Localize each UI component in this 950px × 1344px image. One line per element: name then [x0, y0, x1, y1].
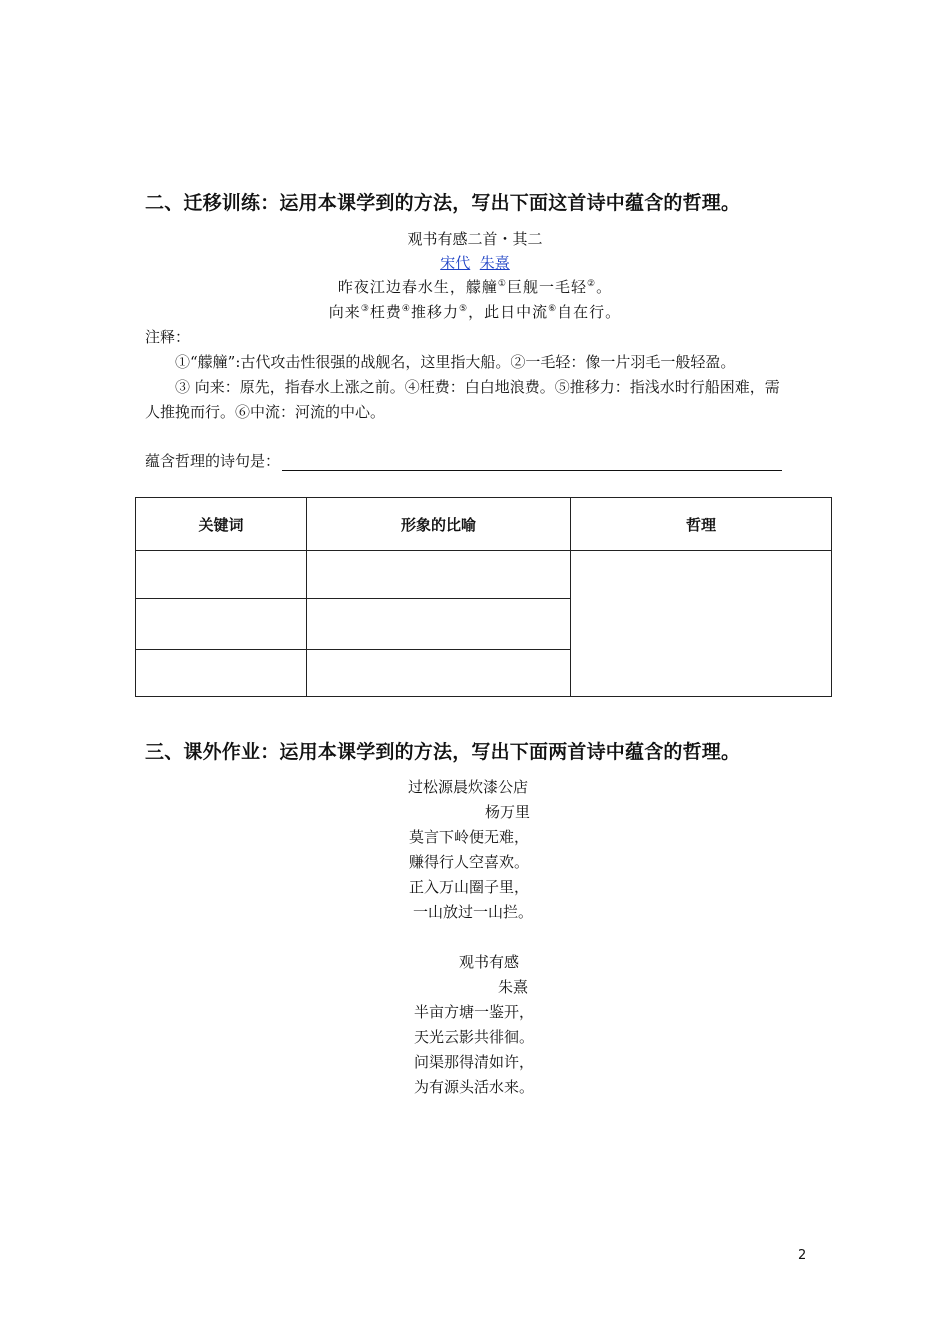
poem-title: 观书有感二首・其二 — [407, 230, 543, 248]
notes-label: 注释： — [145, 328, 191, 346]
metaphor-cell-1[interactable] — [307, 551, 571, 599]
metaphor-cell-2[interactable] — [307, 599, 571, 650]
poem-meta — [0, 252, 950, 273]
keyword-cell-1[interactable] — [136, 551, 307, 599]
answer-prompt — [145, 450, 782, 471]
poem2-line-1: 半亩方塘一鉴开， — [414, 1003, 535, 1021]
poem2-author: 朱熹 — [498, 978, 529, 996]
note-line-3: 人推挽而行。⑥中流：河流的中心。 — [145, 403, 386, 421]
author-link[interactable]: 朱熹 — [479, 254, 510, 272]
poem1-line-3: 正入万山圈子里， — [409, 878, 530, 896]
poem-line-1: 昨夜江边春水生，艨艟①巨舰一毛轻②。 — [337, 278, 613, 296]
analysis-table — [135, 497, 832, 697]
answer-label: 蕴含哲理的诗句是： — [145, 452, 281, 470]
poem2-line-3: 问渠那得清如许， — [414, 1053, 535, 1071]
note-line-2: ③ 向来：原先，指春水上涨之前。④枉费：白白地浪费。⑤推移力：指浅水时行船困难，需 — [175, 378, 780, 396]
poem2-line-2: 天光云影共徘徊。 — [414, 1028, 535, 1046]
poem1-line-1: 莫言下岭便无难， — [409, 828, 530, 846]
metaphor-cell-3[interactable] — [307, 650, 571, 697]
page-number: 2 — [798, 1248, 807, 1263]
philosophy-cell[interactable] — [571, 551, 832, 697]
header-metaphor: 形象的比喻 — [307, 498, 571, 551]
poem1-line-4: 一山放过一山拦。 — [413, 903, 534, 921]
poem2-title: 观书有感 — [459, 953, 520, 971]
poem2-line-4: 为有源头活水来。 — [414, 1078, 535, 1096]
section2-heading: 二、迁移训练：运用本课学到的方法，写出下面这首诗中蕴含的哲理。 — [145, 192, 741, 214]
poem-line-2: 向来③枉费④推移力⑤，此日中流⑥自在行。 — [328, 303, 622, 321]
note-line-1: ①“艨艟”:古代攻击性很强的战舰名，这里指大船。②一毛轻：像一片羽毛一般轻盈。 — [175, 353, 736, 371]
poem1-line-2: 赚得行人空喜欢。 — [409, 853, 530, 871]
keyword-cell-2[interactable] — [136, 599, 307, 650]
keyword-cell-3[interactable] — [136, 650, 307, 697]
answer-blank[interactable] — [282, 453, 782, 471]
poem1-author: 杨万里 — [485, 803, 531, 821]
header-philosophy: 哲理 — [571, 498, 832, 551]
poem1-title: 过松源晨炊漆公店 — [408, 778, 529, 796]
dynasty-link[interactable]: 宋代 — [440, 254, 471, 272]
header-keyword: 关键词 — [136, 498, 307, 551]
section3-heading: 三、课外作业：运用本课学到的方法，写出下面两首诗中蕴含的哲理。 — [145, 741, 741, 763]
